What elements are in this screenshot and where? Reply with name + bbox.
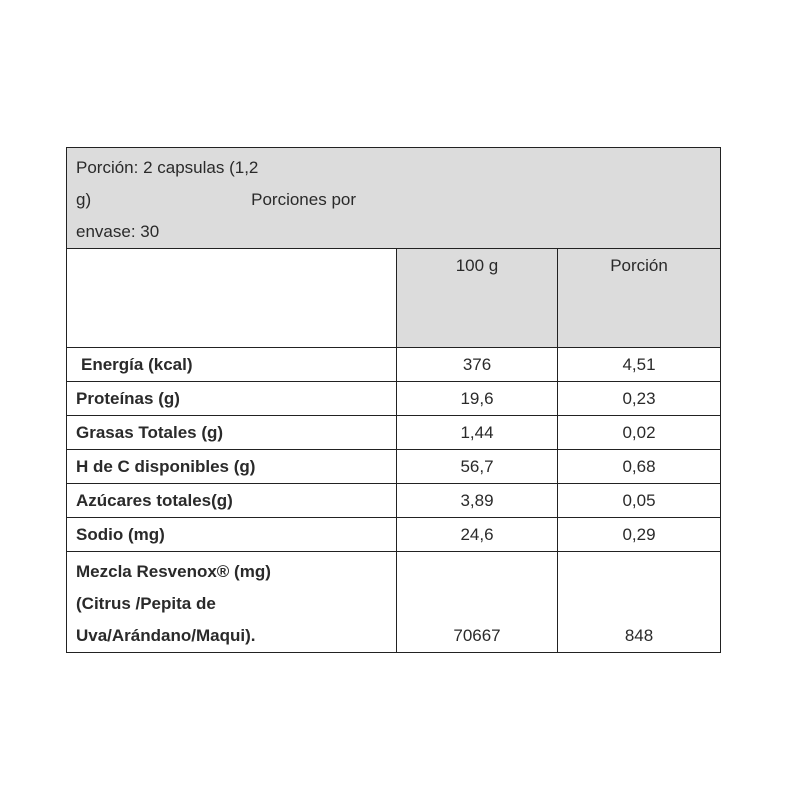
row-label: Azúcares totales(g) — [67, 484, 397, 518]
table-row — [67, 450, 721, 484]
row-value-portion: 4,51 — [558, 348, 721, 382]
nutrition-table — [66, 147, 721, 653]
serving-size-text: Porción: 2 capsulas (1,2 — [76, 158, 259, 177]
row-value-portion: 0,29 — [558, 518, 721, 552]
row-value-100g: 1,44 — [397, 416, 558, 450]
blend-label-line3: Uva/Arándano/Maqui). — [76, 626, 256, 645]
table-row — [67, 518, 721, 552]
servings-per-container-value: envase: 30 — [76, 222, 160, 241]
table-row — [67, 416, 721, 450]
table-row — [67, 484, 721, 518]
row-label: Energía (kcal) — [67, 348, 397, 382]
row-value-100g: 56,7 — [397, 450, 558, 484]
blend-label-line1: Mezcla Resvenox® (mg) — [76, 562, 271, 581]
serving-size-unit: g) — [76, 190, 92, 209]
table-row — [67, 348, 721, 382]
column-header-100g: 100 g — [397, 249, 558, 348]
serving-info-header — [67, 148, 721, 249]
row-label: Sodio (mg) — [67, 518, 397, 552]
blend-label-line2: (Citrus /Pepita de — [76, 594, 216, 613]
row-value-100g: 376 — [397, 348, 558, 382]
servings-per-container-label: Porciones por — [251, 190, 357, 209]
row-value-portion: 0,05 — [558, 484, 721, 518]
row-value-100g: 3,89 — [397, 484, 558, 518]
row-label: Proteínas (g) — [67, 382, 397, 416]
row-value-100g: 19,6 — [397, 382, 558, 416]
table-row — [67, 382, 721, 416]
row-value-portion: 0,68 — [558, 450, 721, 484]
blend-value-portion: 848 — [558, 552, 721, 653]
row-label: Grasas Totales (g) — [67, 416, 397, 450]
row-label: H de C disponibles (g) — [67, 450, 397, 484]
blend-label — [67, 552, 397, 653]
row-value-portion: 0,02 — [558, 416, 721, 450]
table-row-blend — [67, 552, 721, 653]
blend-value-100g: 70667 — [397, 552, 558, 653]
row-value-portion: 0,23 — [558, 382, 721, 416]
row-value-100g: 24,6 — [397, 518, 558, 552]
column-header-portion: Porción — [558, 249, 721, 348]
column-header-blank — [67, 249, 397, 348]
